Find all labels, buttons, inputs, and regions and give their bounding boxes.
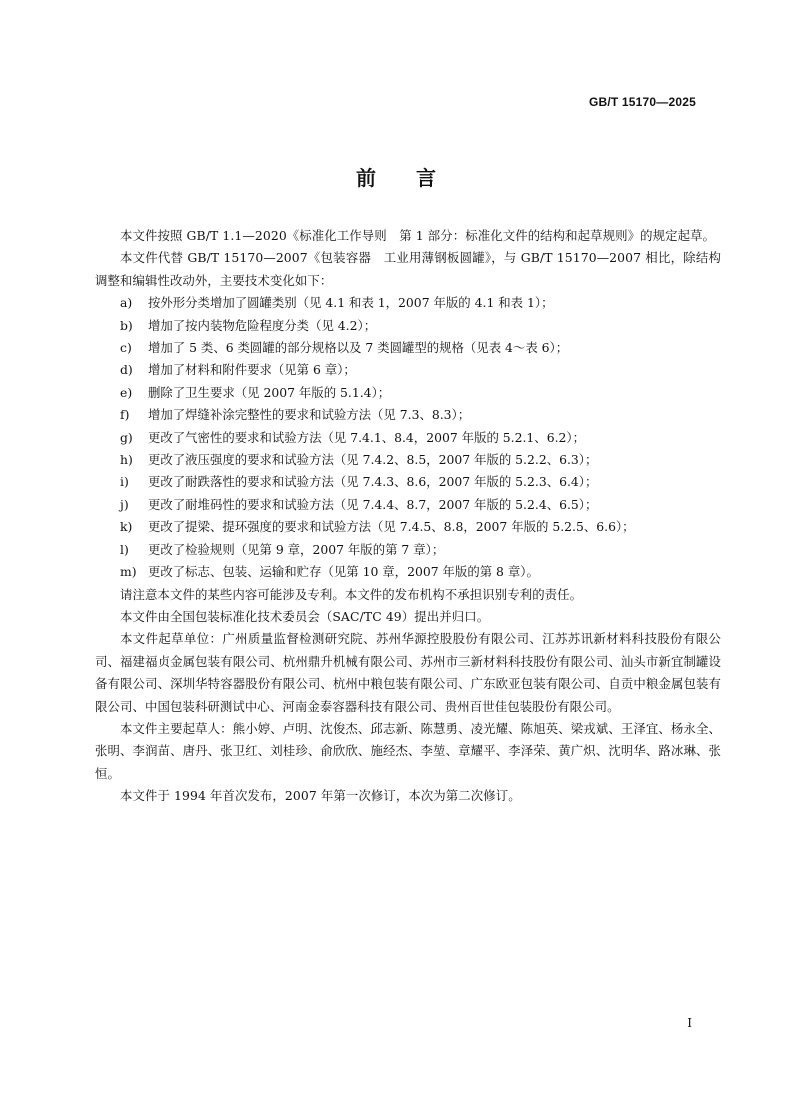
list-marker: m) xyxy=(120,564,137,580)
list-item xyxy=(95,292,721,314)
standard-code: GB/T 15170—2025 xyxy=(588,95,696,109)
list-item xyxy=(95,494,721,516)
list-item xyxy=(95,449,721,471)
page-number: I xyxy=(687,1016,692,1030)
list-item xyxy=(95,471,721,493)
changes-list xyxy=(95,292,721,583)
document-body xyxy=(95,225,721,808)
history-paragraph: 本文件于 1994 年首次发布，2007 年第一次修订，本次为第二次修订。 xyxy=(120,788,521,804)
list-item-text: 增加了 5 类、6 类圆罐的部分规格以及 7 类圆罐型的规格（见表 4～表 6）； xyxy=(148,340,569,356)
list-item xyxy=(95,359,721,381)
drafters-paragraph: 本文件主要起草人：熊小婷、卢明、沈俊杰、邱志新、陈慧勇、凌光耀、陈旭英、梁戎斌、王泽宜、杨永全、张明、李润苗、唐丹、张卫红、刘桂珍、俞欣欣、施经杰、李堃、章耀平、李泽荣、黄广炽、沈明华、路冰琳、张恒。 xyxy=(95,720,721,781)
list-item-text: 增加了按内装物危险程度分类（见 4.2）； xyxy=(148,317,377,333)
list-item-text: 更改了耐堆码性的要求和试验方法（见 7.4.4、8.7，2007 年版的 5.2.4、6.5）； xyxy=(148,496,598,512)
list-item xyxy=(95,337,721,359)
list-marker: a) xyxy=(120,295,133,311)
list-marker: h) xyxy=(120,452,133,468)
list-marker: j) xyxy=(120,496,129,512)
list-item xyxy=(95,516,721,538)
list-item-text: 更改了标志、包装、运输和贮存（见第 10 章，2007 年版的第 8 章）。 xyxy=(148,564,539,580)
list-item-text: 更改了耐跌落性的要求和试验方法（见 7.4.3、8.6，2007 年版的 5.2.3、6.4）； xyxy=(148,474,598,490)
list-item-text: 更改了检验规则（见第 9 章，2007 年版的第 7 章）； xyxy=(148,541,445,557)
list-item-text: 按外形分类增加了圆罐类别（见 4.1 和表 1，2007 年版的 4.1 和表 1）； xyxy=(148,295,554,311)
list-marker: e) xyxy=(120,384,133,400)
list-item-text: 更改了液压强度的要求和试验方法（见 7.4.2、8.5，2007 年版的 5.2.2、6.3）； xyxy=(148,452,598,468)
page-title: 前 言 xyxy=(356,166,436,190)
list-marker: b) xyxy=(120,317,133,333)
list-marker: l) xyxy=(120,541,129,557)
list-item xyxy=(95,561,721,583)
list-marker: c) xyxy=(120,340,132,356)
proposer-paragraph: 本文件由全国包装标准化技术委员会（SAC/TC 49）提出并归口。 xyxy=(120,608,490,624)
list-item xyxy=(95,427,721,449)
list-marker: f) xyxy=(120,407,130,423)
list-marker: g) xyxy=(120,429,133,445)
list-item xyxy=(95,404,721,426)
intro-paragraph-drafting: 本文件按照 GB/T 1.1—2020《标准化工作导则 第 1 部分：标准化文件的结构和起草规则》的规定起草。 xyxy=(120,228,716,243)
list-marker: d) xyxy=(120,362,133,378)
list-item xyxy=(95,315,721,337)
list-item-text: 删除了卫生要求（见 2007 年版的 5.1.4）； xyxy=(148,384,391,400)
list-marker: k) xyxy=(120,519,133,535)
intro-paragraph-replacement: 本文件代替 GB/T 15170—2007《包装容器 工业用薄钢板圆罐》，与 GB/T 15170—2007 相比，除结构调整和编辑性改动外，主要技术变化如下： xyxy=(95,250,721,288)
list-item-text: 更改了提梁、提环强度的要求和试验方法（见 7.4.5、8.8，2007 年版的 5.2.5、6.6）； xyxy=(148,519,635,535)
list-item-text: 增加了材料和附件要求（见第 6 章）； xyxy=(148,362,356,378)
list-marker: i) xyxy=(120,474,129,490)
list-item xyxy=(95,539,721,561)
patent-notice-paragraph: 请注意本文件的某些内容可能涉及专利。本文件的发布机构不承担识别专利的责任。 xyxy=(120,586,583,602)
list-item-text: 增加了焊缝补涂完整性的要求和试验方法（见 7.3、8.3）； xyxy=(148,407,471,423)
list-item-text: 更改了气密性的要求和试验方法（见 7.4.1、8.4，2007 年版的 5.2.1、6.2）； xyxy=(148,429,585,445)
drafting-units-paragraph: 本文件起草单位：广州质量监督检测研究院、苏州华源控股股份有限公司、江苏苏讯新材料科技股份有限公司、福建福贞金属包装有限公司、杭州鼎升机械有限公司、苏州市三新材料科技股份有限公司、汕头市新宜制罐设备有限公司、深圳华特容器股份有限公司、杭州中粮包装有限公司、广东欧亚包装有限公司、自贡中粮金属包装有限公司、中国包装科研测试中心、河南金泰容器科技有限公司、贵州百世佳包装股份有限公司。 xyxy=(95,631,721,714)
list-item xyxy=(95,382,721,404)
